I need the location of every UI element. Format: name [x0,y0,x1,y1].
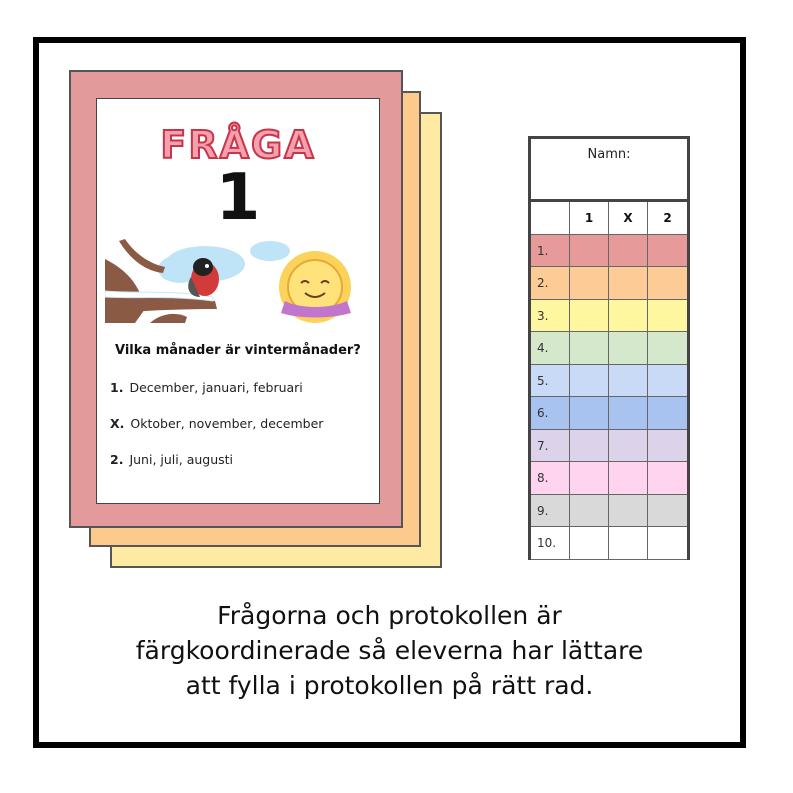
answer-cell-2[interactable] [648,397,687,430]
header-row [531,202,687,235]
answer-cell-x[interactable] [609,430,648,463]
answer-cell-2[interactable] [648,430,687,463]
answer-row [531,267,687,300]
row-label: 2. [531,267,570,300]
answer-cell-1[interactable] [570,397,609,430]
answer-cell-x[interactable] [609,397,648,430]
sun-icon [279,251,351,323]
question-card [69,70,403,528]
answer-cell-2[interactable] [648,495,687,528]
header-cell-x: X [609,202,648,235]
caption-line-2: färgkoordinerade så eleverna har lättare [135,636,644,665]
answer-cell-x[interactable] [609,235,648,268]
header-cell-1: 1 [570,202,609,235]
answer-row [531,397,687,430]
answer-row [531,300,687,333]
answer-cell-2[interactable] [648,267,687,300]
answer-cell-2[interactable] [648,365,687,398]
answer-cell-1[interactable] [570,462,609,495]
answer-cell-x[interactable] [609,527,648,560]
caption-line-1: Frågorna och protokollen är [217,601,562,630]
row-label: 7. [531,430,570,463]
answer-cell-2[interactable] [648,462,687,495]
answer-cell-1[interactable] [570,430,609,463]
answer-cell-2[interactable] [648,235,687,268]
answer-cell-1[interactable] [570,495,609,528]
header-cell [531,202,570,235]
answer-cell-x[interactable] [609,365,648,398]
card-title: FRÅGA [160,123,316,167]
row-label: 9. [531,495,570,528]
answer-grid [531,202,687,560]
answer-cell-x[interactable] [609,495,648,528]
answer-cell-x[interactable] [609,332,648,365]
answer-cell-1[interactable] [570,527,609,560]
name-field[interactable] [531,139,687,202]
answer-row [531,365,687,398]
answer-row [531,332,687,365]
row-label: 1. [531,235,570,268]
answer-sheet [528,136,690,560]
row-label: 8. [531,462,570,495]
row-label: 3. [531,300,570,333]
answer-cell-1[interactable] [570,267,609,300]
answer-row [531,235,687,268]
option-x: X. Oktober, november, december [110,416,324,431]
answer-cell-2[interactable] [648,332,687,365]
row-label: 6. [531,397,570,430]
answer-row [531,430,687,463]
answer-cell-1[interactable] [570,332,609,365]
answer-row [531,527,687,560]
answer-cell-2[interactable] [648,300,687,333]
row-label: 10. [531,527,570,560]
answer-cell-2[interactable] [648,527,687,560]
answer-cell-1[interactable] [570,300,609,333]
answer-row [531,495,687,528]
card-content [96,98,380,504]
caption [33,598,746,703]
option-2: 2. Juni, juli, augusti [110,452,234,467]
answer-cell-x[interactable] [609,462,648,495]
answer-row [531,462,687,495]
option-1: 1. December, januari, februari [110,380,303,395]
caption-line-3: att fylla i protokollen på rätt rad. [185,671,594,700]
winter-sun-illustration [105,239,371,323]
question-text: Vilka månader är vintermånader? [115,343,361,358]
row-label: 4. [531,332,570,365]
answer-cell-x[interactable] [609,267,648,300]
answer-cell-x[interactable] [609,300,648,333]
answer-cell-1[interactable] [570,235,609,268]
question-number: 1 [215,161,261,235]
name-label: Namn: [587,147,631,162]
answer-cell-1[interactable] [570,365,609,398]
header-cell-2: 2 [648,202,687,235]
row-label: 5. [531,365,570,398]
